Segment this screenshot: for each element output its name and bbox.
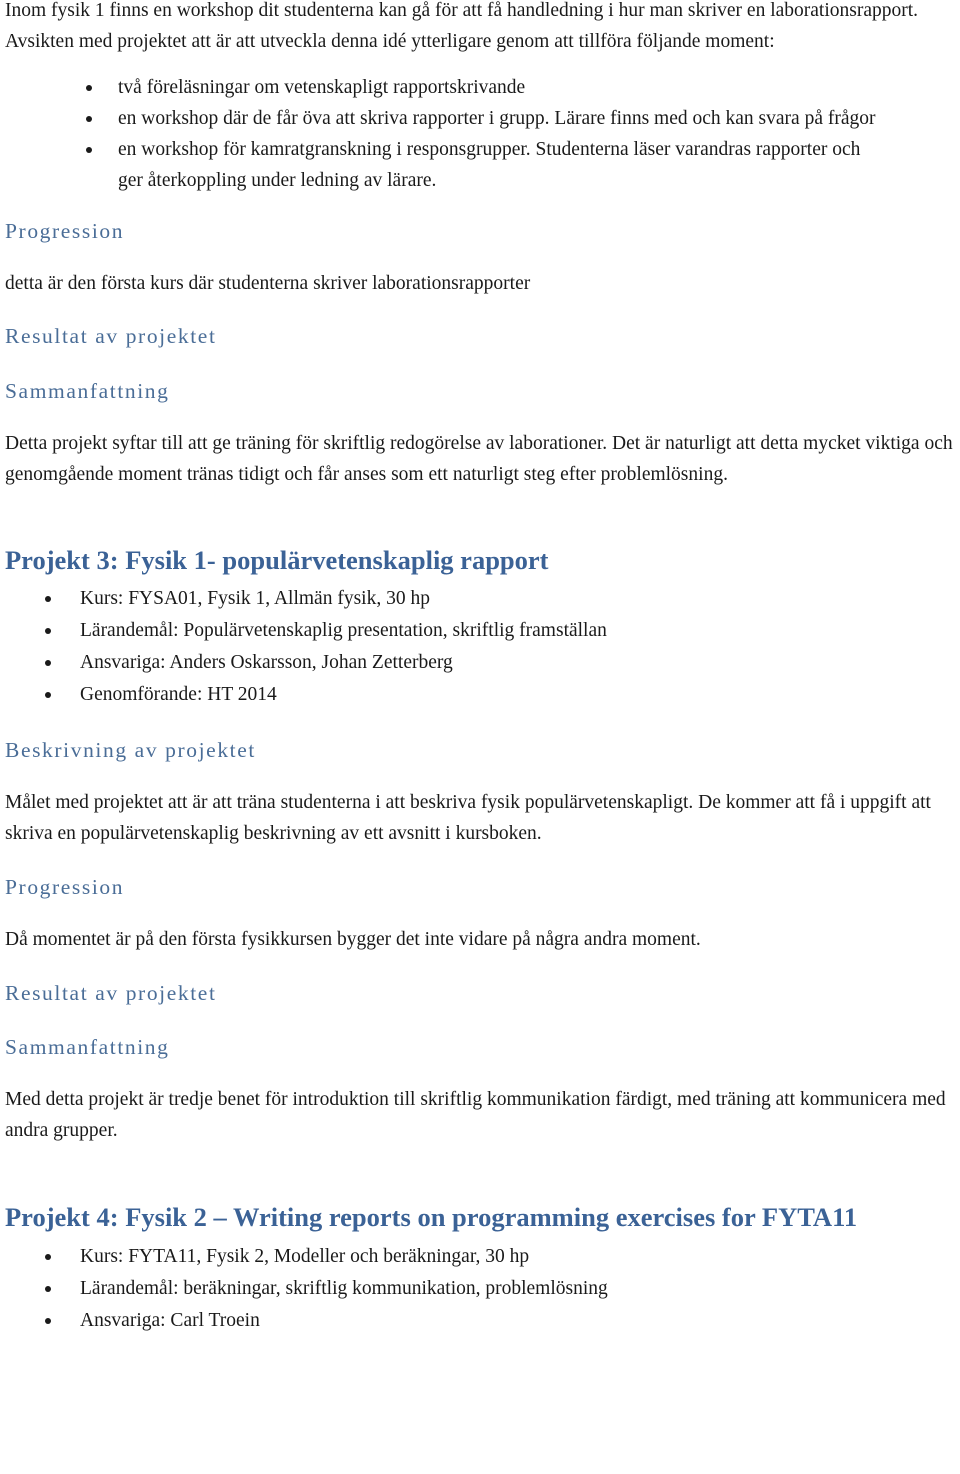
progression-text: detta är den första kurs där studenterna skriver laborationsrapporter [5, 273, 531, 294]
progression-heading: Progression [5, 219, 125, 243]
summary-heading: Sammanfattning [5, 1035, 170, 1059]
list-item: Ansvariga: Carl Troein [5, 1305, 957, 1337]
summary-heading: Sammanfattning [5, 379, 170, 403]
summary-text: Detta projekt syftar till att ge träning för skriftlig redogörelse av laborationer. Det är naturligt att detta mycket viktiga och genomgående moment tränas tidigt och får anses som ett naturligt steg efter problemlösning. [5, 433, 953, 485]
list-item: en workshop där de får öva att skriva rapporter i grupp. Lärare finns med och kan svara på frågor [5, 103, 957, 134]
progression-heading: Progression [5, 875, 125, 899]
project4-details-list [5, 1241, 957, 1337]
list-item: Ansvariga: Anders Oskarsson, Johan Zetterberg [5, 647, 957, 679]
project4-title: Projekt 4: Fysik 2 – Writing reports on programming exercises for FYTA11 [5, 1202, 858, 1232]
intro-paragraph: Inom fysik 1 finns en workshop dit studenterna kan gå för att få handledning i hur man skriver en laborationsrapport. Avsikten med projektet att är att utveckla denna idé ytterligare genom att tillföra följande moment: [5, 0, 919, 52]
moments-list [5, 72, 957, 196]
summary-text: Med detta projekt är tredje benet för introduktion till skriftlig kommunikation färdigt, med träning att kommunicera med andra grupper. [5, 1089, 946, 1141]
progression-text: Då momentet är på den första fysikkursen bygger det inte vidare på några andra moment. [5, 929, 701, 950]
project3-details-list [5, 583, 957, 711]
list-item: Kurs: FYTA11, Fysik 2, Modeller och beräkningar, 30 hp [5, 1241, 957, 1273]
project3-title: Projekt 3: Fysik 1- populärvetenskaplig rapport [5, 545, 549, 575]
result-heading: Resultat av projektet [5, 981, 217, 1005]
list-item: en workshop för kamratgranskning i responsgrupper. Studenterna läser varandras rapporter och ger återkoppling under ledning av lärare. [5, 134, 957, 196]
list-item: Genomförande: HT 2014 [5, 679, 957, 711]
list-item: Lärandemål: beräkningar, skriftlig kommunikation, problemlösning [5, 1273, 957, 1305]
document-page [5, 0, 957, 1337]
list-item: Kurs: FYSA01, Fysik 1, Allmän fysik, 30 hp [5, 583, 957, 615]
list-item: två föreläsningar om vetenskapligt rapportskrivande [5, 72, 957, 103]
description-heading: Beskrivning av projektet [5, 738, 256, 762]
result-heading: Resultat av projektet [5, 324, 217, 348]
description-text: Målet med projektet att är att träna studenterna i att beskriva fysik populärvetenskapligt. De kommer att få i uppgift att skriva en populärvetenskaplig beskrivning av ett avsnitt i kursboken. [5, 792, 931, 844]
list-item: Lärandemål: Populärvetenskaplig presentation, skriftlig framställan [5, 615, 957, 647]
